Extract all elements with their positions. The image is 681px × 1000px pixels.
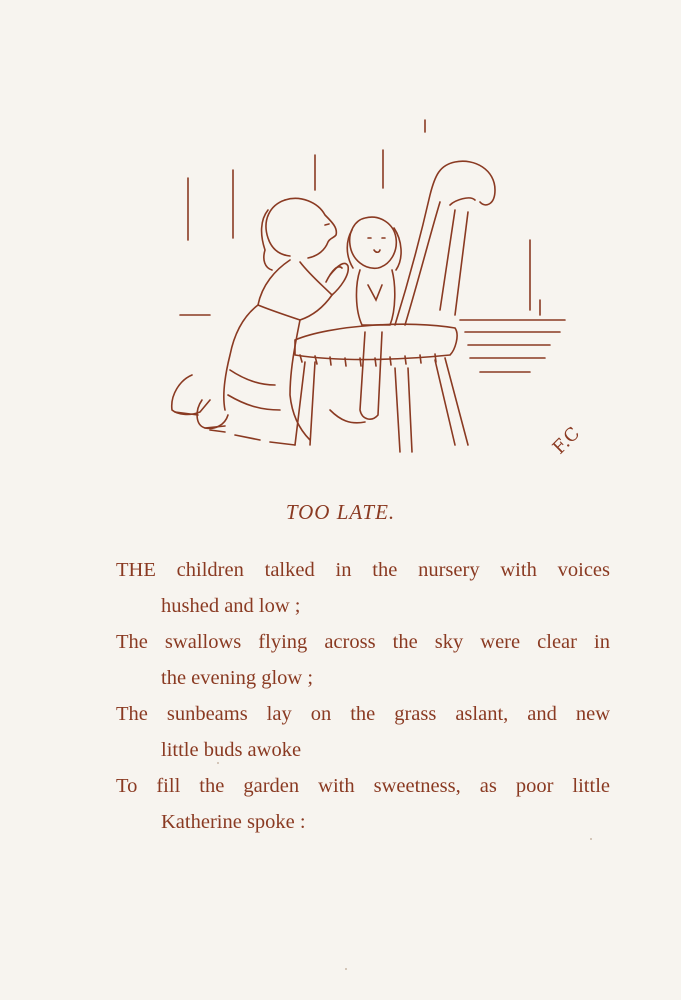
children-praying-illustration	[150, 110, 600, 470]
poem-line: the evening glow ;	[161, 667, 314, 689]
poem-line: hushed and low ;	[161, 595, 301, 617]
artist-signature: F.C	[548, 423, 585, 459]
poem-line: The sunbeams lay on the grass aslant, and new	[116, 703, 610, 725]
poem-line: Katherine spoke :	[161, 811, 306, 833]
poem-line: To fill the garden with sweetness, as poor little	[116, 775, 610, 797]
poem-line: little buds awoke	[161, 739, 302, 761]
poem-body	[116, 552, 610, 840]
paper-speck	[590, 838, 592, 840]
paper-speck	[217, 762, 219, 764]
poem-line: The swallows flying across the sky were clear in	[116, 631, 610, 653]
paper-speck	[345, 968, 347, 970]
poem-line: THE children talked in the nursery with voices	[116, 559, 610, 581]
poem-title: TOO LATE.	[285, 500, 396, 524]
